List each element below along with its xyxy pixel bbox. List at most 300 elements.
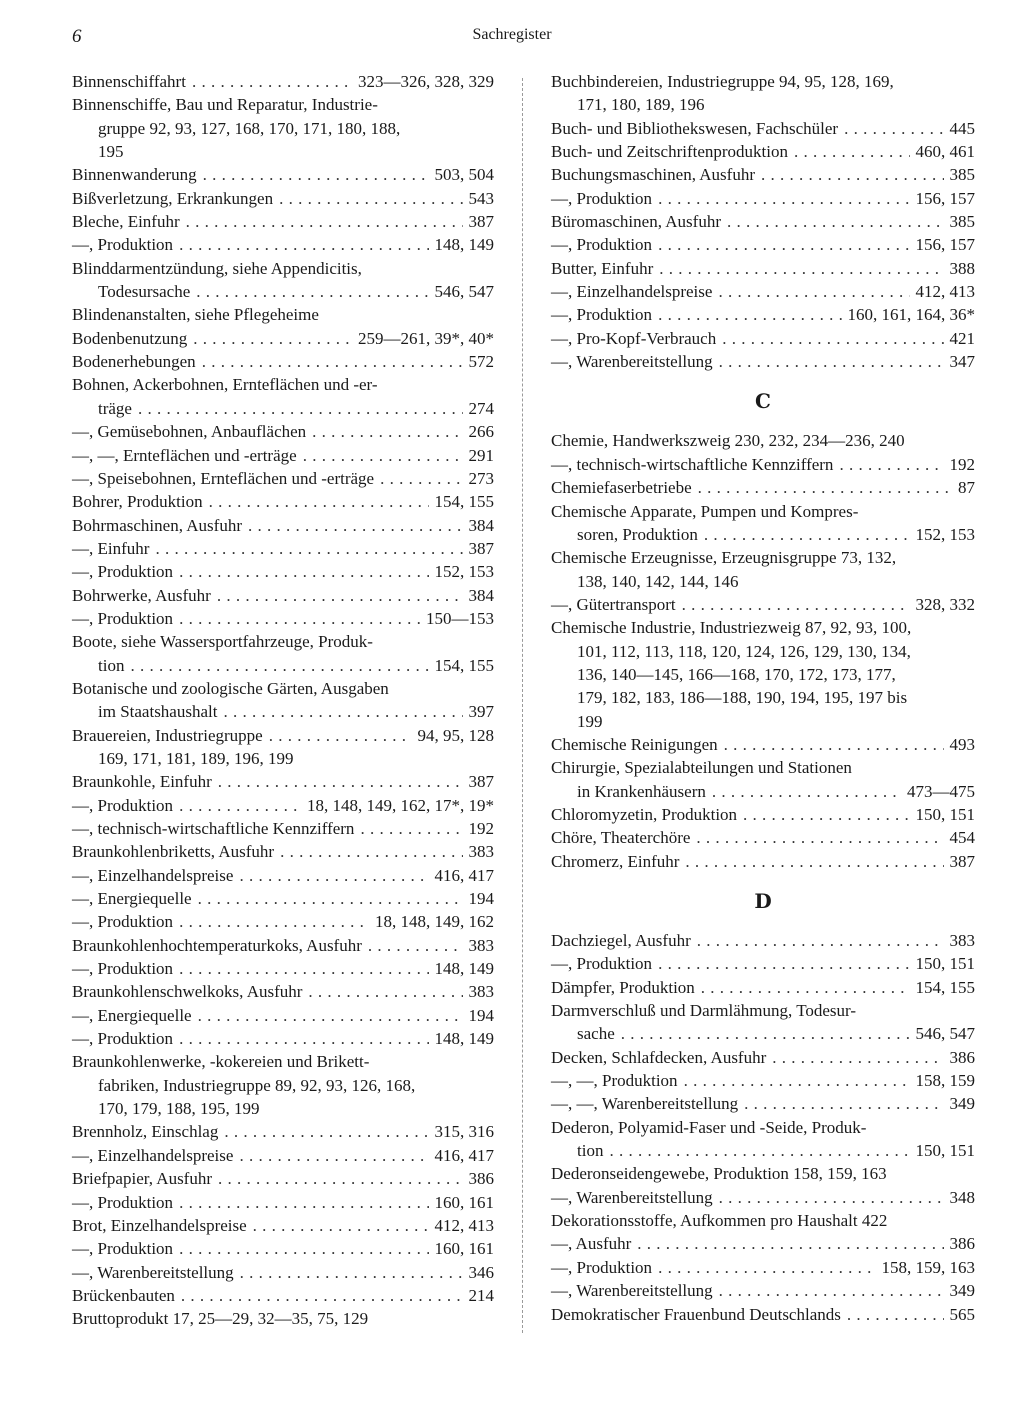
index-entry-line bbox=[72, 350, 494, 373]
index-entry bbox=[551, 140, 975, 163]
index-term: Butter, Einfuhr bbox=[551, 258, 654, 278]
index-entry-line bbox=[551, 1046, 975, 1069]
leader-dots bbox=[179, 910, 369, 933]
index-entry-line bbox=[72, 607, 494, 630]
index-entry-line bbox=[551, 686, 975, 709]
leader-dots bbox=[658, 187, 909, 210]
index-entry bbox=[72, 93, 494, 163]
index-term: Chemiefaserbetriebe bbox=[551, 478, 692, 498]
index-entry bbox=[72, 1307, 494, 1330]
index-term: —, —, Warenbereitstellung bbox=[551, 1094, 739, 1114]
index-term: —, technisch-wirtschaftliche Kennziffern bbox=[72, 819, 355, 838]
leader-dots bbox=[223, 700, 462, 723]
leader-dots bbox=[217, 584, 463, 607]
index-entry-line bbox=[72, 864, 494, 887]
page-references: 274 bbox=[468, 398, 494, 418]
index-entry-line bbox=[551, 976, 975, 999]
index-term: träge bbox=[98, 398, 132, 418]
index-term: Buchungsmaschinen, Ausfuhr bbox=[551, 165, 755, 185]
index-entry-line bbox=[72, 514, 494, 537]
index-term: 199 bbox=[577, 711, 603, 731]
index-term: Decken, Schlafdecken, Ausfuhr bbox=[551, 1047, 767, 1067]
index-entry bbox=[551, 1303, 975, 1326]
index-term: —, Gütertransport bbox=[551, 594, 676, 614]
index-term: Braunkohlenhochtemperaturkoks, Ausfuhr bbox=[72, 935, 362, 955]
index-term: Büromaschinen, Ausfuhr bbox=[551, 212, 721, 232]
index-entry-line bbox=[551, 733, 975, 756]
index-term: —, Einzelhandelspreise bbox=[551, 282, 713, 302]
index-entry bbox=[72, 1004, 494, 1027]
index-entry bbox=[551, 70, 975, 117]
page-references: 148, 149 bbox=[434, 1029, 494, 1049]
running-head: Sachregister bbox=[472, 26, 552, 43]
index-entry-line bbox=[72, 1167, 494, 1190]
index-entry bbox=[551, 163, 975, 186]
index-entry-line bbox=[551, 163, 975, 186]
index-entry-line bbox=[551, 640, 975, 663]
leader-dots bbox=[130, 654, 428, 677]
index-entry bbox=[72, 163, 494, 186]
page-references: 347 bbox=[949, 352, 975, 372]
column-divider bbox=[522, 78, 523, 1333]
index-entry-line bbox=[551, 1022, 975, 1045]
index-entry-line bbox=[72, 1261, 494, 1284]
index-term: Binnenschiffahrt bbox=[72, 72, 186, 91]
index-term: —, Einzelhandelspreise bbox=[72, 865, 234, 885]
index-entry bbox=[551, 429, 975, 452]
page-number: 6 bbox=[72, 26, 82, 47]
page-references: 194 bbox=[468, 889, 494, 909]
page-references: 460, 461 bbox=[915, 142, 975, 162]
page-references: 383 bbox=[468, 935, 494, 955]
index-entry-line bbox=[551, 1116, 975, 1139]
index-entry-line bbox=[551, 616, 975, 639]
index-entry bbox=[551, 233, 975, 256]
index-entry-line bbox=[551, 1209, 975, 1232]
index-entry bbox=[551, 1209, 975, 1232]
leader-dots bbox=[719, 1279, 944, 1302]
index-entry-line bbox=[551, 233, 975, 256]
index-entry bbox=[551, 117, 975, 140]
page-references: 349 bbox=[949, 1094, 975, 1114]
index-term: —, Produktion bbox=[72, 562, 174, 582]
page-references: 546, 547 bbox=[434, 282, 494, 302]
index-entry-line bbox=[551, 756, 975, 779]
page-references: 543 bbox=[468, 188, 494, 208]
index-entry-line bbox=[72, 303, 494, 326]
index-entry bbox=[551, 187, 975, 210]
leader-dots bbox=[224, 1120, 428, 1143]
index-entry-line bbox=[72, 654, 494, 677]
index-term: Braunkohlenwerke, -kokereien und Brikett- bbox=[72, 1052, 370, 1072]
index-entry-line bbox=[72, 233, 494, 256]
index-entry-line bbox=[551, 780, 975, 803]
index-entry-line bbox=[72, 490, 494, 513]
index-term: Blinddarmentzündung, siehe Appendicitis, bbox=[72, 258, 362, 278]
page-references: 416, 417 bbox=[434, 1145, 494, 1165]
index-entry-line bbox=[72, 980, 494, 1003]
leader-dots bbox=[659, 257, 943, 280]
leader-dots bbox=[658, 303, 841, 326]
leader-dots bbox=[179, 1191, 428, 1214]
index-entry bbox=[72, 630, 494, 677]
index-term: 195 bbox=[98, 142, 124, 162]
index-term: Brauereien, Industriegruppe bbox=[72, 725, 263, 745]
index-entry-line bbox=[551, 117, 975, 140]
index-term: tion bbox=[98, 655, 125, 675]
index-entry-line bbox=[551, 523, 975, 546]
index-entry bbox=[551, 1162, 975, 1185]
index-entry bbox=[72, 1261, 494, 1284]
leader-dots bbox=[269, 724, 412, 747]
index-entry-line bbox=[72, 1074, 494, 1097]
leader-dots bbox=[239, 864, 428, 887]
index-term: —, Produktion bbox=[551, 1257, 653, 1277]
page-references: 386 bbox=[949, 1234, 975, 1254]
leader-dots bbox=[697, 929, 944, 952]
index-term: 179, 182, 183, 186—188, 190, 194, 195, 197 bis bbox=[577, 688, 908, 708]
index-term: Brennholz, Einschlag bbox=[72, 1122, 219, 1142]
index-entry-line bbox=[72, 373, 494, 396]
page-references: 94, 95, 128 bbox=[417, 725, 494, 745]
index-term: —, Warenbereitstellung bbox=[551, 352, 713, 372]
index-entry-line bbox=[72, 1004, 494, 1027]
index-term: Bleche, Einfuhr bbox=[72, 212, 180, 232]
leader-dots bbox=[609, 1139, 909, 1162]
page-references: 383 bbox=[468, 982, 494, 1002]
leader-dots bbox=[658, 233, 909, 256]
index-entry-line bbox=[551, 140, 975, 163]
index-entry-line bbox=[551, 803, 975, 826]
leader-dots bbox=[712, 780, 901, 803]
index-term: Briefpapier, Ausfuhr bbox=[72, 1169, 213, 1189]
index-entry bbox=[72, 1167, 494, 1190]
index-term: —, —, Ernteflächen und -erträge bbox=[72, 445, 297, 465]
index-term: —, Speisebohnen, Ernteflächen und -erträge bbox=[72, 468, 375, 488]
index-entry bbox=[72, 467, 494, 490]
leader-dots bbox=[181, 1284, 463, 1307]
index-entry-line bbox=[72, 420, 494, 443]
index-term: im Staatshaushalt bbox=[98, 702, 218, 722]
index-term: —, Energiequelle bbox=[72, 889, 192, 909]
page-references: 328, 332 bbox=[915, 594, 975, 614]
index-term: Botanische und zoologische Gärten, Ausgaben bbox=[72, 678, 389, 698]
index-entry bbox=[72, 210, 494, 233]
index-entry-line bbox=[551, 1279, 975, 1302]
page-references: 445 bbox=[949, 118, 975, 138]
index-term: —, Energiequelle bbox=[72, 1005, 192, 1025]
page-references: 156, 157 bbox=[915, 235, 975, 255]
leader-dots bbox=[724, 733, 944, 756]
index-entry bbox=[72, 233, 494, 256]
leader-dots bbox=[155, 537, 462, 560]
index-entry-line bbox=[72, 957, 494, 980]
leader-dots bbox=[718, 280, 909, 303]
index-entry bbox=[551, 756, 975, 803]
index-entry-line bbox=[551, 257, 975, 280]
page-references: 416, 417 bbox=[434, 865, 494, 885]
page-references: 18, 148, 149, 162, 17*, 19* bbox=[307, 795, 494, 815]
page-references: 152, 153 bbox=[915, 524, 975, 544]
index-entry bbox=[72, 560, 494, 583]
section-letter: C bbox=[755, 389, 771, 414]
leader-dots bbox=[704, 523, 910, 546]
index-entry bbox=[551, 976, 975, 999]
leader-dots bbox=[682, 593, 910, 616]
leader-dots bbox=[218, 1167, 462, 1190]
index-term: —, Einzelhandelspreise bbox=[72, 1145, 234, 1165]
leader-dots bbox=[209, 490, 429, 513]
index-term: Todesursache bbox=[98, 282, 191, 302]
index-term: Braunkohlenschwelkoks, Ausfuhr bbox=[72, 982, 303, 1002]
index-term: —, Produktion bbox=[551, 305, 653, 325]
index-entry bbox=[551, 1069, 975, 1092]
index-term: sache bbox=[577, 1024, 615, 1044]
index-entry bbox=[72, 327, 494, 350]
page-references: 152, 153 bbox=[434, 562, 494, 582]
index-entry-line bbox=[551, 546, 975, 569]
index-entry-line bbox=[72, 1027, 494, 1050]
leader-dots bbox=[280, 840, 462, 863]
page-references: 385 bbox=[949, 212, 975, 232]
index-term: gruppe 92, 93, 127, 168, 170, 171, 180, 188, bbox=[98, 118, 401, 138]
leader-dots bbox=[203, 163, 429, 186]
index-entry bbox=[551, 280, 975, 303]
index-entry-line bbox=[72, 397, 494, 420]
index-entry-line bbox=[72, 93, 494, 116]
index-entry bbox=[72, 1284, 494, 1307]
leader-dots bbox=[312, 420, 462, 443]
index-entry-line bbox=[551, 999, 975, 1022]
index-term: tion bbox=[577, 1141, 604, 1161]
index-term: Chloromyzetin, Produktion bbox=[551, 804, 738, 824]
index-entry bbox=[72, 1214, 494, 1237]
leader-dots bbox=[794, 140, 909, 163]
index-entry-line bbox=[551, 850, 975, 873]
page-references: 323—326, 328, 329 bbox=[358, 72, 494, 91]
page-references: 291 bbox=[468, 445, 494, 465]
index-entry-line bbox=[551, 1162, 975, 1185]
leader-dots bbox=[202, 350, 463, 373]
leader-dots bbox=[658, 1256, 875, 1279]
index-entry bbox=[72, 607, 494, 630]
index-term: Dederon, Polyamid-Faser und -Seide, Produk- bbox=[551, 1117, 867, 1137]
leader-dots bbox=[240, 1261, 463, 1284]
index-term: Bohnen, Ackerbohnen, Ernteflächen und -er- bbox=[72, 375, 378, 395]
index-entry bbox=[72, 1050, 494, 1120]
index-entry bbox=[72, 677, 494, 724]
index-term: Brückenbauten bbox=[72, 1285, 175, 1305]
leader-dots bbox=[637, 1232, 943, 1255]
index-term: —, Produktion bbox=[72, 1029, 174, 1049]
index-entry-line bbox=[72, 840, 494, 863]
leader-dots bbox=[719, 350, 944, 373]
index-entry bbox=[72, 514, 494, 537]
index-entry-line bbox=[551, 500, 975, 523]
index-entry bbox=[72, 373, 494, 420]
index-term: Chromerz, Einfuhr bbox=[551, 851, 680, 871]
index-entry bbox=[551, 1256, 975, 1279]
leader-dots bbox=[186, 210, 463, 233]
leader-dots bbox=[198, 887, 463, 910]
index-entry bbox=[72, 840, 494, 863]
index-entry bbox=[551, 1046, 975, 1069]
page-references: 388 bbox=[949, 258, 975, 278]
leader-dots bbox=[727, 210, 944, 233]
leader-dots bbox=[179, 1027, 428, 1050]
index-entry-line bbox=[72, 444, 494, 467]
page-references: 386 bbox=[949, 1047, 975, 1067]
index-term: —, Ausfuhr bbox=[551, 1234, 632, 1254]
page-references: 160, 161 bbox=[434, 1192, 494, 1212]
index-entry-line bbox=[551, 453, 975, 476]
index-entry-line bbox=[72, 1237, 494, 1260]
index-entry-line bbox=[72, 1307, 494, 1330]
index-term: fabriken, Industriegruppe 89, 92, 93, 126, 168, bbox=[98, 1075, 416, 1095]
index-term: 170, 179, 188, 195, 199 bbox=[98, 1099, 260, 1119]
index-entry bbox=[72, 350, 494, 373]
page-references: 346 bbox=[468, 1262, 494, 1282]
page-references: 87 bbox=[958, 478, 975, 498]
leader-dots bbox=[744, 1092, 943, 1115]
index-entry-line bbox=[551, 1069, 975, 1092]
index-term: Bodenerhebungen bbox=[72, 352, 196, 372]
index-entry bbox=[72, 257, 494, 304]
index-entry-line bbox=[72, 770, 494, 793]
leader-dots bbox=[218, 770, 463, 793]
index-entry-line bbox=[72, 257, 494, 280]
leader-dots bbox=[839, 453, 943, 476]
index-entry-line bbox=[72, 934, 494, 957]
index-entry bbox=[72, 303, 494, 326]
index-entry-line bbox=[72, 1097, 494, 1120]
index-entry-line bbox=[72, 210, 494, 233]
leader-dots bbox=[279, 187, 462, 210]
section-letter: D bbox=[754, 889, 772, 913]
leader-dots bbox=[192, 70, 352, 93]
index-term: 101, 112, 113, 118, 120, 124, 126, 129, 130, 134, bbox=[577, 641, 911, 661]
page-references: 160, 161, 164, 36* bbox=[847, 305, 975, 325]
index-term: Braunkohle, Einfuhr bbox=[72, 772, 212, 792]
page-references: 148, 149 bbox=[434, 959, 494, 979]
leader-dots bbox=[179, 560, 428, 583]
index-entry-line bbox=[551, 1232, 975, 1255]
index-term: —, Produktion bbox=[551, 954, 653, 974]
index-term: Brot, Einzelhandelspreise bbox=[72, 1215, 247, 1235]
index-entry-line bbox=[72, 467, 494, 490]
index-term: Bohrer, Produktion bbox=[72, 492, 203, 512]
page-references: 421 bbox=[949, 328, 975, 348]
index-entry-line bbox=[551, 476, 975, 499]
index-term: —, —, Produktion bbox=[551, 1071, 678, 1091]
index-entry-line bbox=[551, 187, 975, 210]
leader-dots bbox=[847, 1303, 944, 1326]
page-references: 349 bbox=[949, 1281, 975, 1301]
index-entry bbox=[551, 1116, 975, 1163]
page-references: 158, 159, 163 bbox=[881, 1257, 975, 1277]
index-term: Bohrwerke, Ausfuhr bbox=[72, 585, 211, 605]
index-term: Buch- und Bibliothekswesen, Fachschüler bbox=[551, 118, 839, 138]
index-term: Bißverletzung, Erkrankungen bbox=[72, 188, 274, 208]
index-entry-line bbox=[551, 663, 975, 686]
leader-dots bbox=[248, 514, 463, 537]
index-entry-line bbox=[72, 187, 494, 210]
index-column-left bbox=[72, 70, 494, 1331]
index-entry bbox=[551, 826, 975, 849]
page-references: 565 bbox=[949, 1304, 975, 1324]
index-term: —, Gemüsebohnen, Anbauflächen bbox=[72, 422, 307, 442]
index-entry bbox=[72, 70, 494, 93]
index-entry bbox=[551, 476, 975, 499]
index-entry-line bbox=[551, 826, 975, 849]
index-entry-line bbox=[551, 1139, 975, 1162]
index-entry bbox=[72, 724, 494, 771]
index-entry-line bbox=[72, 327, 494, 350]
index-term: 136, 140—145, 166—168, 170, 172, 173, 177, bbox=[577, 664, 896, 684]
index-entry bbox=[551, 1186, 975, 1209]
index-entry-line bbox=[72, 163, 494, 186]
index-entry-line bbox=[72, 560, 494, 583]
leader-dots bbox=[684, 1069, 910, 1092]
index-term: Demokratischer Frauenbund Deutschlands bbox=[551, 1304, 841, 1324]
page-references: 259—261, 39*, 40* bbox=[358, 328, 494, 348]
index-entry-line bbox=[551, 327, 975, 350]
index-term: 171, 180, 189, 196 bbox=[577, 95, 705, 115]
index-entry bbox=[72, 910, 494, 933]
index-term: Blindenanstalten, siehe Pflegeheime bbox=[72, 305, 319, 325]
index-term: Darmverschluß und Darmlähmung, Todesur- bbox=[551, 1001, 857, 1021]
index-term: Dekorationsstoffe, Aufkommen pro Haushalt 422 bbox=[551, 1211, 888, 1231]
index-entry-line bbox=[551, 929, 975, 952]
index-column-right bbox=[551, 70, 975, 1326]
index-entry bbox=[551, 929, 975, 952]
index-term: Dederonseidengewebe, Produktion 158, 159, 163 bbox=[551, 1164, 887, 1184]
page-references: 192 bbox=[468, 819, 494, 838]
index-entry bbox=[551, 803, 975, 826]
index-entry-line bbox=[72, 1191, 494, 1214]
index-term: 169, 171, 181, 189, 196, 199 bbox=[98, 748, 294, 768]
index-entry-line bbox=[551, 1092, 975, 1115]
index-term: —, Produktion bbox=[72, 608, 174, 628]
index-entry-line bbox=[551, 1303, 975, 1326]
index-term: Chemische Erzeugnisse, Erzeugnisgruppe 73, 132, bbox=[551, 548, 897, 568]
index-entry bbox=[72, 864, 494, 887]
index-entry bbox=[72, 817, 494, 840]
index-term: Chemie, Handwerkszweig 230, 232, 234—236, 240 bbox=[551, 431, 905, 451]
page-references: 383 bbox=[949, 931, 975, 950]
index-term: —, Warenbereitstellung bbox=[551, 1187, 713, 1207]
page-references: 194 bbox=[468, 1005, 494, 1025]
index-entry bbox=[551, 210, 975, 233]
index-entry bbox=[551, 350, 975, 373]
index-entry-line bbox=[72, 887, 494, 910]
index-entry bbox=[72, 1027, 494, 1050]
index-entry-line bbox=[551, 1186, 975, 1209]
index-entry-line bbox=[72, 1120, 494, 1143]
index-term: Chöre, Theaterchöre bbox=[551, 828, 691, 848]
index-entry-line bbox=[551, 210, 975, 233]
leader-dots bbox=[179, 1237, 428, 1260]
index-term: Buchbindereien, Industriegruppe 94, 95, 128, 169, bbox=[551, 72, 894, 91]
index-term: Buch- und Zeitschriftenproduktion bbox=[551, 142, 789, 162]
index-entry-line bbox=[72, 584, 494, 607]
index-entry-line bbox=[72, 537, 494, 560]
page-references: 150, 151 bbox=[915, 954, 975, 974]
index-term: Bohrmaschinen, Ausfuhr bbox=[72, 515, 242, 535]
index-entry-line bbox=[72, 910, 494, 933]
page-references: 546, 547 bbox=[915, 1024, 975, 1044]
page-references: 150—153 bbox=[426, 608, 494, 628]
